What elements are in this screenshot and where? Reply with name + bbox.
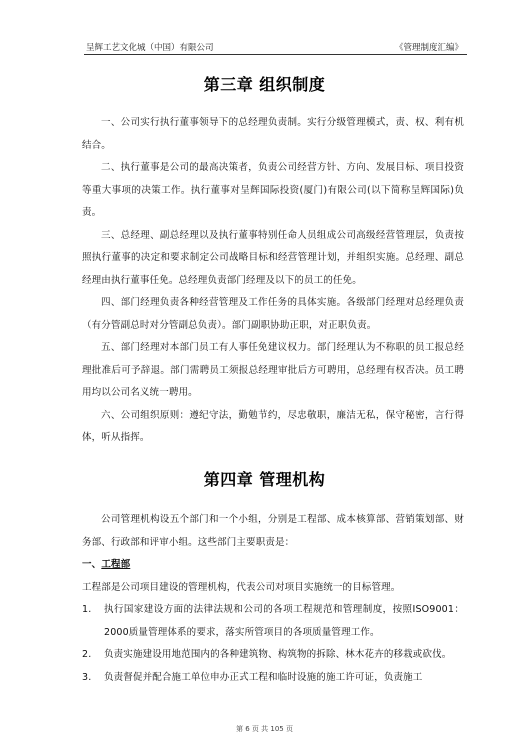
list-item xyxy=(82,599,464,644)
header-document-title: 《管理制度汇编》 xyxy=(394,43,463,53)
header-divider xyxy=(84,54,467,55)
list-item-text: 负责督促并配合施工单位申办正式工程和临时设施的施工许可证，负责施工 xyxy=(104,671,423,683)
list-item-number: 1. xyxy=(82,604,92,615)
list-item xyxy=(82,644,464,667)
page-header xyxy=(86,38,463,54)
chapter-3-paragraph-6: 六、公司组织原则：遵纪守法，勤勉节约，尽忠敬职，廉洁无私，保守秘密，言行得体，听从指挥。 xyxy=(82,409,464,443)
section-engineering-description: 工程部是公司项目建设的管理机构，代表公司对项目实施统一的目标管理。 xyxy=(82,581,401,593)
page-footer: 第 6 页 共 105 页 xyxy=(236,725,293,733)
list-item-text: 负责实施建设用地范围内的各种建筑物、构筑物的拆除、林木花卉的移栽或砍伐。 xyxy=(104,649,452,660)
chapter-3-body xyxy=(82,112,464,450)
section-number: 一、 xyxy=(82,559,102,570)
section-name: 工程部 xyxy=(101,559,131,570)
chapter-3-paragraph-5: 五、部门经理对本部门员工有人事任免建议权力。部门经理认为不称职的员工报总经理批准后可予辞退。部门需聘员工须报总经理审批后方可聘用，总经理有权否决。员工聘用均以公司名义统一聘用。 xyxy=(82,342,464,398)
chapter-3-paragraph-2: 二、执行董事是公司的最高决策者，负责公司经营方针、方向、发展目标、项目投资等重大事项的决策工作。执行董事对呈辉国际投资(厦门)有限公司(以下简称呈辉国际)负责。 xyxy=(82,162,464,218)
chapter-3-title: 第三章 组织制度 xyxy=(203,75,326,94)
chapter-4-body xyxy=(82,509,464,689)
list-item xyxy=(82,667,464,690)
list-item-text: 执行国家建设方面的法律法规和公司的各项工程规范和管理制度，按照ISO9001：2000质量管理体系的要求，落实所管项目的各项质量管理工作。 xyxy=(104,604,464,638)
list-item-number: 3. xyxy=(82,671,92,683)
chapter-4-title: 第四章 管理机构 xyxy=(203,470,326,489)
section-engineering-heading xyxy=(82,554,464,577)
header-company: 呈辉工艺文化城（中国）有限公司 xyxy=(86,43,214,53)
chapter-3-paragraph-3: 三、总经理、副总经理以及执行董事特别任命人员组成公司高级经营管理层，负责按照执行董事的决定和要求制定公司战略目标和经营管理计划，并组织实施。总经理、副总经理由执行董事任免。总经理负责部门经理及以下的员工的任免。 xyxy=(82,229,464,286)
list-item-number: 2. xyxy=(82,649,92,660)
chapter-3-paragraph-4: 四、部门经理负责各种经营管理及工作任务的具体实施。各级部门经理对总经理负责（有分管副总时对分管副总负责）。部门副职协助正职，对正职负责。 xyxy=(82,297,464,331)
chapter-4-intro: 公司管理机构设五个部门和一个小组，分别是工程部、成本核算部、营销策划部、财务部、行政部和评审小组。这些部门主要职责是： xyxy=(82,514,464,548)
chapter-3-paragraph-1: 一、公司实行执行董事领导下的总经理负责制。实行分级管理模式，责、权、利有机结合。 xyxy=(82,117,464,151)
